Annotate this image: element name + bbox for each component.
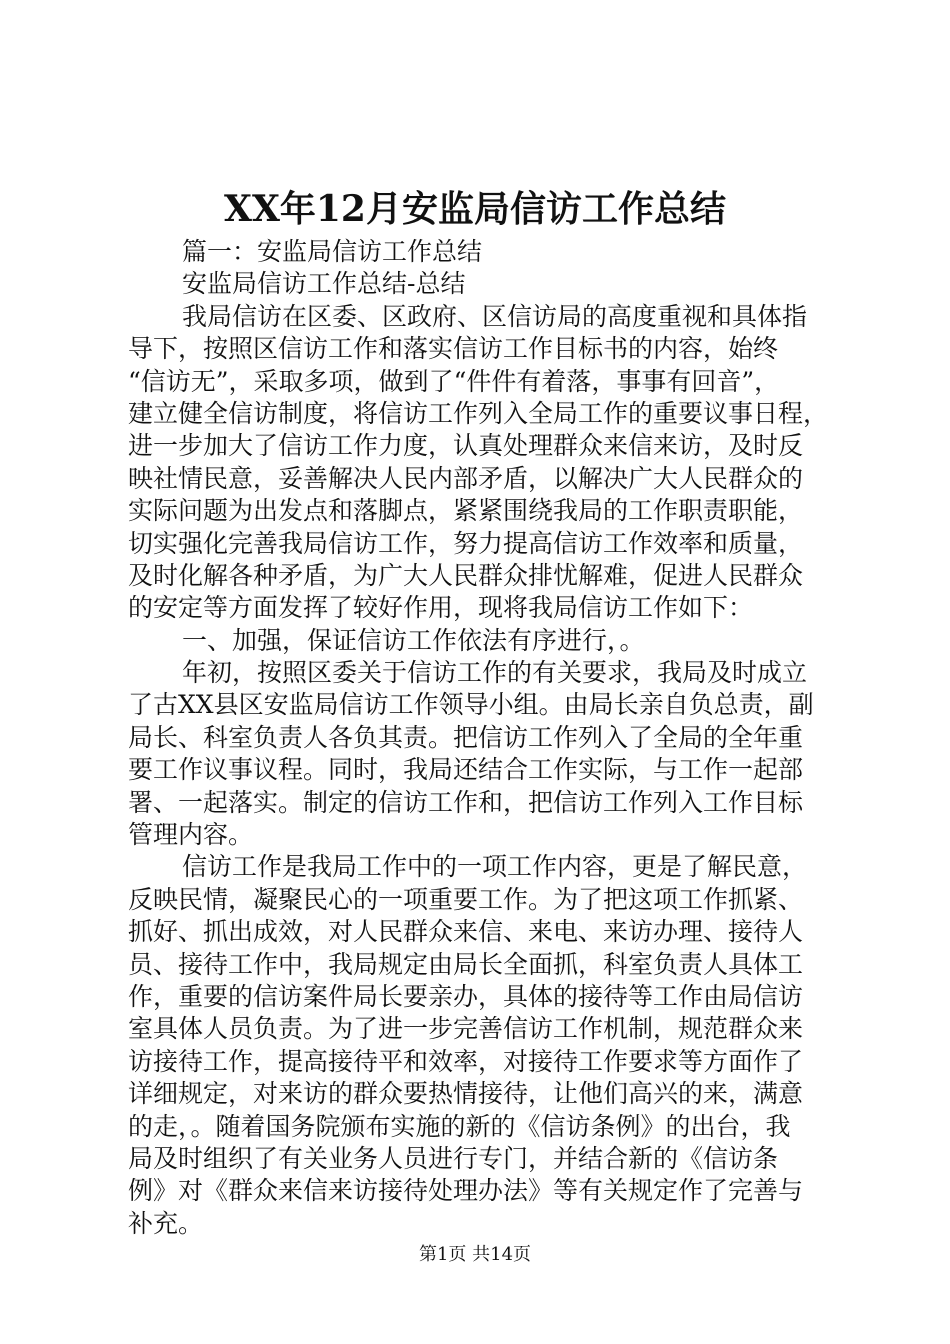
document-body [128,236,828,1240]
subheading: 安监局信访工作总结-总结 [182,269,466,299]
paragraph-line: 例》对《群众来信来访接待处理办法》等有关规定作了完善与 [128,1176,804,1206]
document-title: XX年12月安监局信访工作总结 [224,188,726,230]
paragraph-line: 切实强化完善我局信访工作，努力提高信访工作效率和质量， [128,528,804,558]
paragraph-line: 的安定等方面发挥了较好作用，现将我局信访工作如下： [128,593,754,623]
page-number-footer: 第1页 共14页 [418,1244,532,1265]
paragraph-line: 及时化解各种矛盾，为广大人民群众排忧解难，促进人民群众 [128,560,804,590]
paragraph-line: 署、一起落实。制定的信访工作和，把信访工作列入工作目标 [128,787,804,817]
paragraph-line: 员、接待工作中，我局规定由局长全面抓，科室负责人具体工 [128,949,804,979]
paragraph-line: 局长、科室负责人各负其责。把信访工作列入了全局的全年重 [128,722,804,752]
paragraph-line: 的走，。随着国务院颁布实施的新的《信访条例》的出台，我 [128,1111,791,1141]
paragraph-line: 映社情民意，妥善解决人民内部矛盾，以解决广大人民群众的 [128,463,804,493]
paragraph-line: 年初，按照区委关于信访工作的有关要求，我局及时成立 [182,658,808,688]
paragraph-line: 抓好、抓出成效，对人民群众来信、来电、来访办理、接待人 [128,917,804,947]
paragraph-line: 作，重要的信访案件局长要亲办，具体的接待等工作由局信访 [128,981,804,1011]
paragraph-line: 了古XX县区安监局信访工作领导小组。由局长亲自负总责，副 [128,690,814,720]
paragraph-line: “信访无”，采取多项，做到了“件件有着落，事事有回音”， [128,366,780,396]
paragraph-line: 进一步加大了信访工作力度，认真处理群众来信来访，及时反 [128,431,804,461]
paragraph-line: 访接待工作，提高接待平和效率，对接待工作要求等方面作了 [128,1046,804,1076]
paragraph-line: 实际问题为出发点和落脚点，紧紧围绕我局的工作职责职能， [128,496,804,526]
paragraph-line: 我局信访在区委、区政府、区信访局的高度重视和具体指 [182,301,808,331]
paragraph-line: 局及时组织了有关业务人员进行专门，并结合新的《信访条 [128,1143,779,1173]
section-heading: 一、加强，保证信访工作依法有序进行，。 [182,625,645,655]
paragraph-line: 要工作议事议程。同时，我局还结合工作实际，与工作一起部 [128,755,804,785]
section-heading: 篇一：安监局信访工作总结 [182,237,483,266]
paragraph-line: 详细规定，对来访的群众要热情接待，让他们高兴的来，满意 [128,1079,804,1109]
paragraph-line: 补充。 [128,1208,204,1238]
paragraph-line: 反映民情，凝聚民心的一项重要工作。为了把这项工作抓紧、 [128,884,804,914]
paragraph-line: 建立健全信访制度，将信访工作列入全局工作的重要议事日程， [128,398,829,428]
paragraph-line: 信访工作是我局工作中的一项工作内容，更是了解民意， [182,852,808,882]
paragraph-line: 室具体人员负责。为了进一步完善信访工作机制，规范群众来 [128,1014,804,1044]
paragraph-line: 管理内容。 [128,820,254,850]
paragraph-line: 导下，按照区信访工作和落实信访工作目标书的内容，始终 [128,334,779,364]
